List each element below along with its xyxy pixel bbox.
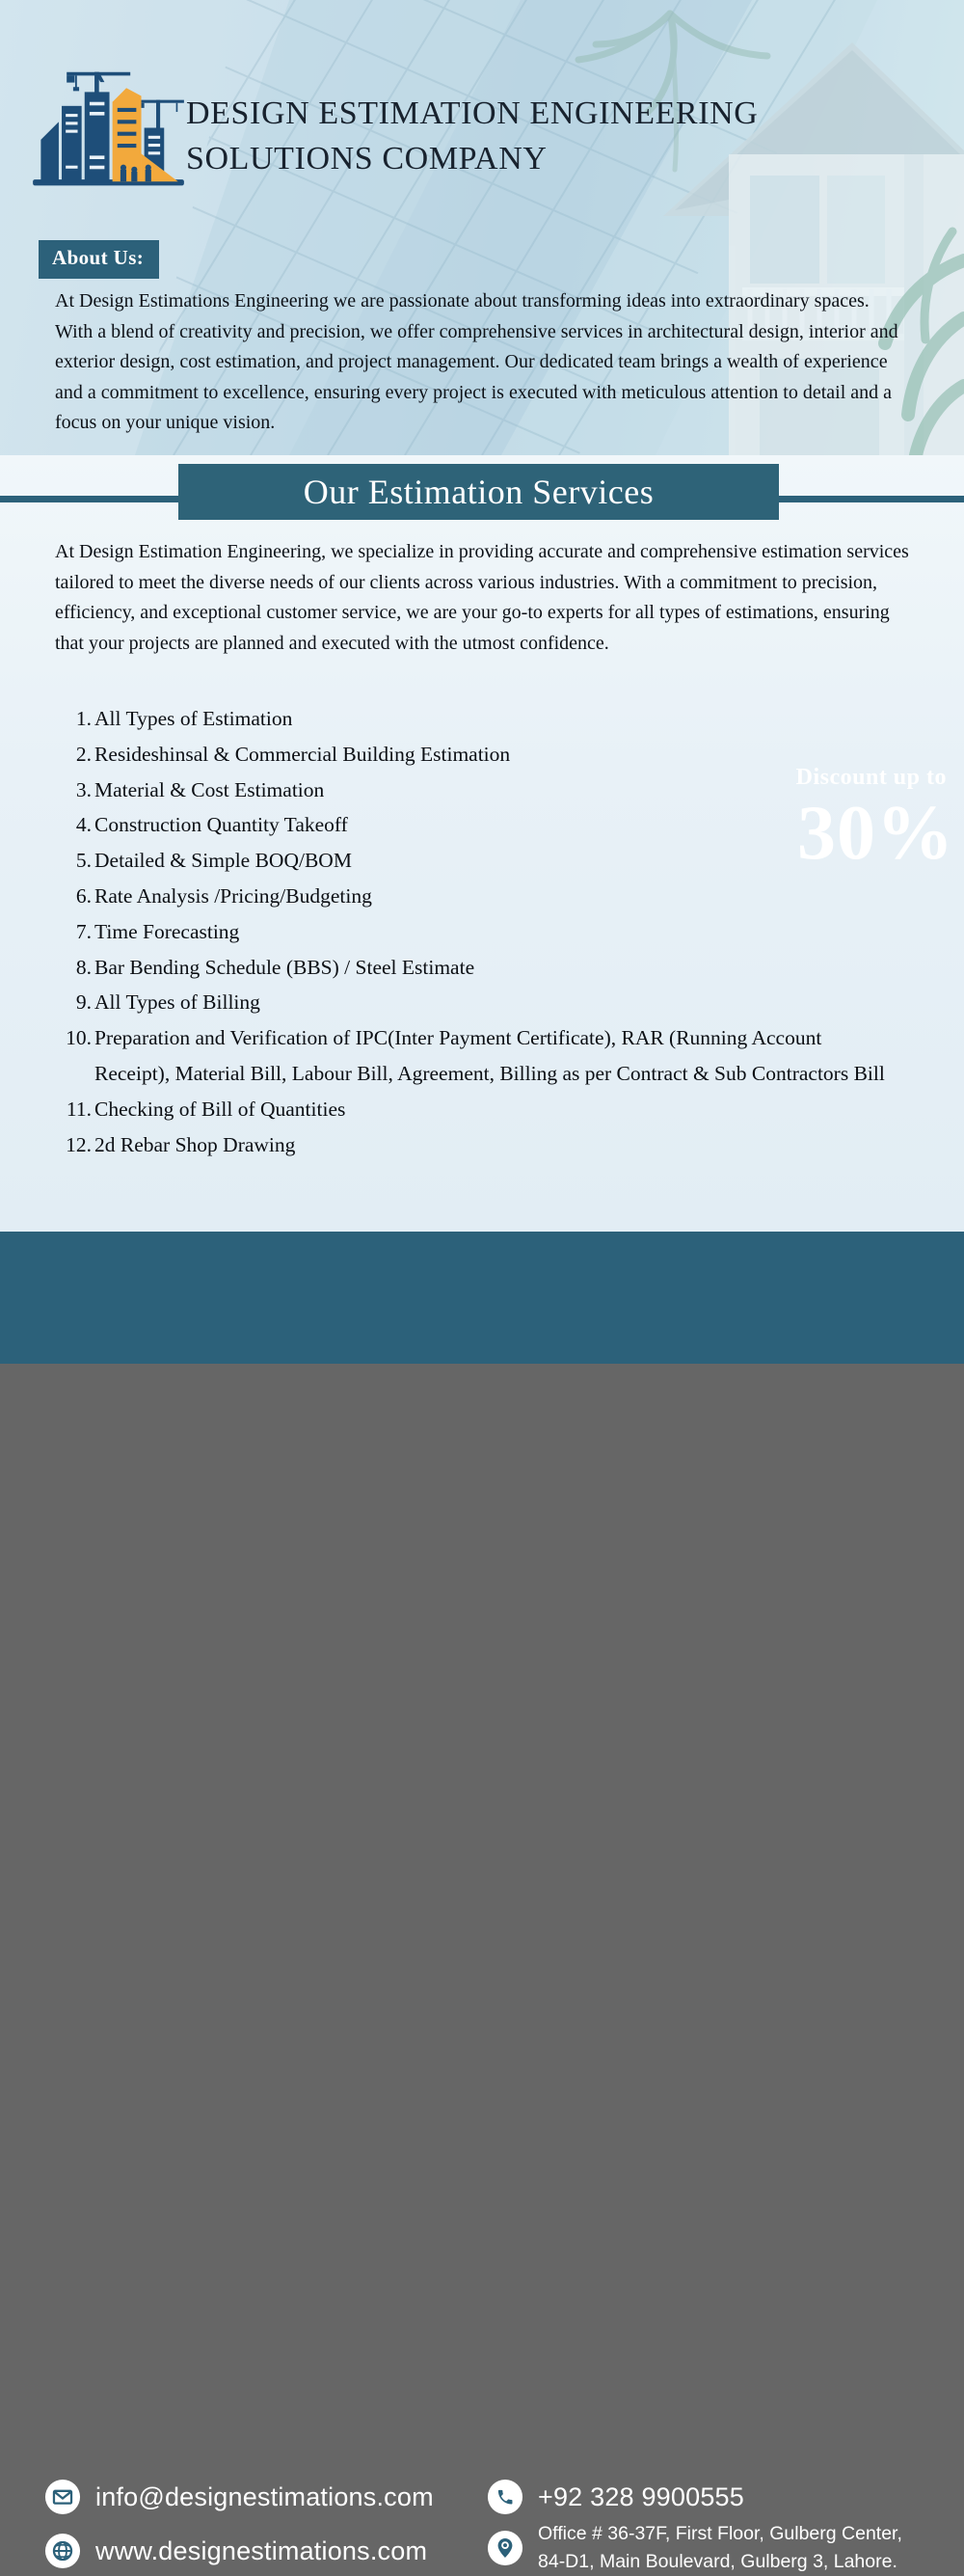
list-item-number: 6. [75, 883, 92, 908]
list-item-text: Resideshinsal & Commercial Building Estimation [94, 742, 511, 766]
list-item-number: 5. [75, 849, 92, 873]
construction-skyline-cranes-icon [29, 60, 188, 195]
list-item-text: Preparation and Verification of IPC(Inter Payment Certificate), RAR (Running Account Receipt), Material Bill, Labour Bill, Agreement, Billing as per Contract & Sub Contractors Bill [94, 1026, 885, 1085]
list-item [0, 914, 916, 950]
list-item [0, 1127, 916, 1163]
company-name-line2: SOLUTIONS COMPANY [186, 141, 548, 176]
company-name [186, 91, 803, 181]
list-item-text: Detailed & Simple BOQ/BOM [94, 849, 352, 873]
address-line2: 84-D1, Main Boulevard, Gulberg 3, Lahore. [538, 2551, 897, 2572]
globe-icon [44, 2533, 81, 2569]
footer-address [487, 2520, 902, 2576]
list-item [0, 985, 916, 1020]
footer-website [44, 2533, 427, 2569]
list-item [0, 950, 916, 986]
discount-value: 30% [797, 791, 954, 876]
services-title: Our Estimation Services [303, 473, 655, 511]
services-list [0, 701, 916, 1162]
list-item-number: 3. [75, 777, 92, 801]
address-text [538, 2520, 902, 2576]
list-item-number: 7. [75, 919, 92, 943]
list-item [0, 701, 916, 737]
list-item-text: Bar Bending Schedule (BBS) / Steel Estimate [94, 955, 475, 979]
list-item-number: 2. [75, 742, 92, 766]
hero-section [0, 0, 964, 455]
list-item-text: 2d Rebar Shop Drawing [94, 1132, 296, 1156]
list-item-text: All Types of Billing [94, 990, 260, 1015]
company-logo [29, 60, 188, 195]
list-item-text: Construction Quantity Takeoff [94, 813, 348, 837]
list-item-number: 4. [75, 813, 92, 837]
email-text: info@designestimations.com [95, 2481, 434, 2511]
list-item-text: Rate Analysis /Pricing/Budgeting [94, 883, 372, 908]
discount-label: Discount up to [795, 765, 947, 790]
list-item-number: 8. [75, 955, 92, 979]
list-item [0, 807, 916, 843]
list-item [0, 737, 916, 773]
footer-email [44, 2479, 434, 2515]
list-item-number: 10. [66, 1026, 92, 1050]
address-line1: Office # 36-37F, First Floor, Gulberg Center, [538, 2523, 902, 2544]
list-item-text: Time Forecasting [94, 919, 240, 943]
list-item-text: Checking of Bill of Quantities [94, 1097, 346, 1121]
phone-text: +92 328 9900555 [538, 2481, 744, 2511]
list-item [0, 1020, 916, 1092]
company-name-line1: DESIGN ESTIMATION ENGINEERING [186, 95, 759, 131]
list-item-text: Material & Cost Estimation [94, 777, 325, 801]
footer-phone [487, 2479, 744, 2515]
location-pin-icon [487, 2530, 523, 2566]
list-item-number: 12. [66, 1132, 92, 1156]
footer-contact-bar [0, 1232, 964, 2572]
phone-icon [487, 2479, 523, 2515]
services-intro-paragraph: At Design Estimation Engineering, we specialize in providing accurate and comprehensive estimation services tailored to meet the diverse needs of our clients across various industries. With a commitment to precision, efficiency, and exceptional customer service, we are your go-to experts for all types of estimations, ensuring that your projects are planned and executed with the utmost confidence. [55, 541, 909, 654]
envelope-icon [44, 2479, 81, 2515]
list-item [0, 1092, 916, 1127]
about-us-heading: About Us: [39, 240, 159, 279]
services-banner [178, 464, 779, 520]
list-item [0, 879, 916, 914]
list-item [0, 773, 916, 808]
list-item-number: 1. [75, 707, 92, 730]
about-us-paragraph: At Design Estimations Engineering we are passionate about transforming ideas into extraordinary spaces. With a blend of creativity and precision, we offer comprehensive services in architectural design, interior and exterior design, cost estimation, and project management. Our dedicated team brings a wealth of experience and a commitment to excellence, ensuring every project is executed with meticulous attention to detail and a focus on your unique vision. [55, 290, 898, 433]
list-item-text: All Types of Estimation [94, 707, 293, 730]
list-item-number: 9. [75, 990, 92, 1015]
list-item-number: 11. [66, 1097, 92, 1121]
website-text: www.designestimations.com [95, 2535, 428, 2565]
list-item [0, 843, 916, 879]
